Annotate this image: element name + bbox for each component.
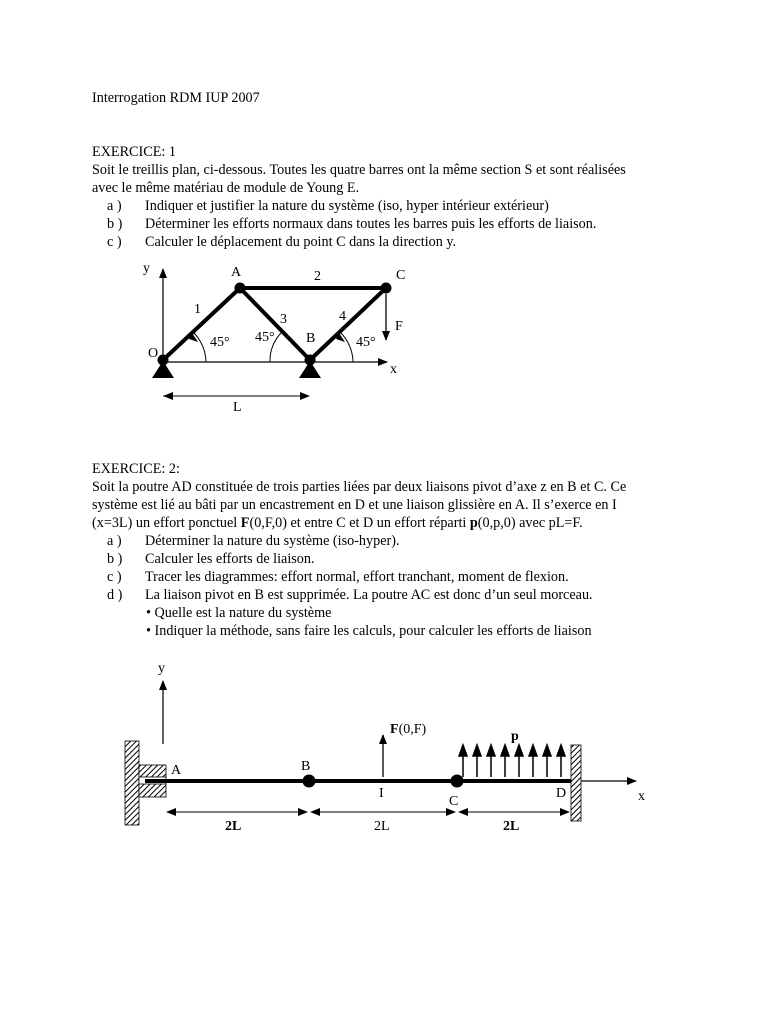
intro-line-3-part-2: (0,F,0) et entre C et D un effort réparti xyxy=(249,515,470,531)
support-o-icon xyxy=(152,361,174,378)
node-b-label: B xyxy=(306,331,316,346)
y-axis-label: y xyxy=(143,261,150,276)
angle-label-1: 45° xyxy=(210,335,230,350)
angle-arc-o xyxy=(193,332,206,362)
intro-line-3-part-1: (x=3L) un effort ponctuel xyxy=(92,515,241,531)
load-p-label: p xyxy=(511,729,519,744)
load-vector-symbol: p xyxy=(469,515,478,531)
dimension-3-label: 2L xyxy=(503,819,520,834)
bar-2-label: 2 xyxy=(314,269,321,284)
question-text: Calculer les efforts de liaison. xyxy=(145,551,315,567)
node-o-label: O xyxy=(148,346,159,361)
exercise-2-heading: EXERCICE: 2: xyxy=(92,461,180,477)
exercise-2-bullet-1: • Quelle est la nature du système xyxy=(146,605,332,621)
node-a-label: A xyxy=(171,763,182,778)
pivot-c xyxy=(451,775,464,788)
truss-diagram xyxy=(0,250,768,420)
dimension-l-label: L xyxy=(233,400,242,415)
exercise-2-intro-line-1: Soit la poutre AD constituée de trois parties liées par deux liaisons pivot d’axe z en B et C. Ce xyxy=(92,479,627,495)
force-vector-symbol: F xyxy=(240,515,250,531)
node-i-label: I xyxy=(379,786,384,801)
exercise-2-bullet-2: • Indiquer la méthode, sans faire les calculs, pour calculer les efforts de liaison xyxy=(146,623,592,639)
distributed-load-arrows xyxy=(459,745,565,777)
exercise-2-intro-line-2: système est lié au bâti par un encastrement en D et une liaison glissière en A. Il s’exerce en I xyxy=(92,497,617,513)
question-text: Déterminer la nature du système (iso-hyper). xyxy=(145,533,400,549)
question-label: b ) xyxy=(107,551,123,567)
bar-3-label: 3 xyxy=(280,312,287,327)
node-c-label: C xyxy=(396,268,406,283)
exercise-1-intro-line-2: avec le même matériau de module de Young E. xyxy=(92,180,360,196)
dimension-1-label: 2L xyxy=(225,819,242,834)
question-label: d ) xyxy=(107,587,123,603)
support-b-icon xyxy=(299,361,321,378)
force-f-components: (0,F) xyxy=(398,722,427,737)
question-text: Calculer le déplacement du point C dans la direction y. xyxy=(145,234,457,250)
angle-label-2: 45° xyxy=(255,330,275,345)
fixed-support-icon xyxy=(571,745,581,821)
exercise-2-intro-line-3 xyxy=(92,514,583,532)
bar-3 xyxy=(240,288,310,360)
beam-diagram xyxy=(0,650,768,840)
bar-4-label: 4 xyxy=(339,309,346,324)
question-label: b ) xyxy=(107,216,123,232)
slider-wall-icon xyxy=(125,741,139,825)
question-text: Tracer les diagrammes: effort normal, effort tranchant, moment de flexion. xyxy=(145,569,569,585)
angle-arc-b-right xyxy=(340,332,353,362)
question-text: Indiquer et justifier la nature du système (iso, hyper intérieur extérieur) xyxy=(145,198,549,214)
exercise-1-heading: EXERCICE: 1 xyxy=(92,144,176,160)
node-b-label: B xyxy=(301,759,311,774)
pivot-b xyxy=(303,775,316,788)
node-c xyxy=(381,283,392,294)
question-label: a ) xyxy=(107,198,122,214)
question-text: La liaison pivot en B est supprimée. La poutre AC est donc d’un seul morceau. xyxy=(145,587,593,603)
document-title: Interrogation RDM IUP 2007 xyxy=(92,90,260,106)
x-axis-label: x xyxy=(638,789,645,804)
y-axis-label: y xyxy=(158,661,165,676)
force-f-label xyxy=(390,722,427,737)
force-f-label: F xyxy=(395,319,403,334)
bar-1-label: 1 xyxy=(194,302,201,317)
intro-line-3-part-3: (0,p,0) avec pL=F. xyxy=(477,515,583,531)
angle-label-3: 45° xyxy=(356,335,376,350)
node-d-label: D xyxy=(556,786,567,801)
question-text: Déterminer les efforts normaux dans toutes les barres puis les efforts de liaison. xyxy=(145,216,597,232)
truss-bars xyxy=(163,288,386,360)
node-a-label: A xyxy=(231,265,242,280)
force-f-symbol: F xyxy=(390,722,399,737)
question-label: c ) xyxy=(107,569,122,585)
node-c-label: C xyxy=(449,794,459,809)
exercise-1-intro-line-1: Soit le treillis plan, ci-dessous. Toutes les quatre barres ont la même section S et sont réalisées xyxy=(92,162,626,178)
dimension-2-label: 2L xyxy=(374,819,390,834)
question-label: a ) xyxy=(107,533,122,549)
x-axis-label: x xyxy=(390,362,397,377)
node-a xyxy=(235,283,246,294)
question-label: c ) xyxy=(107,234,122,250)
